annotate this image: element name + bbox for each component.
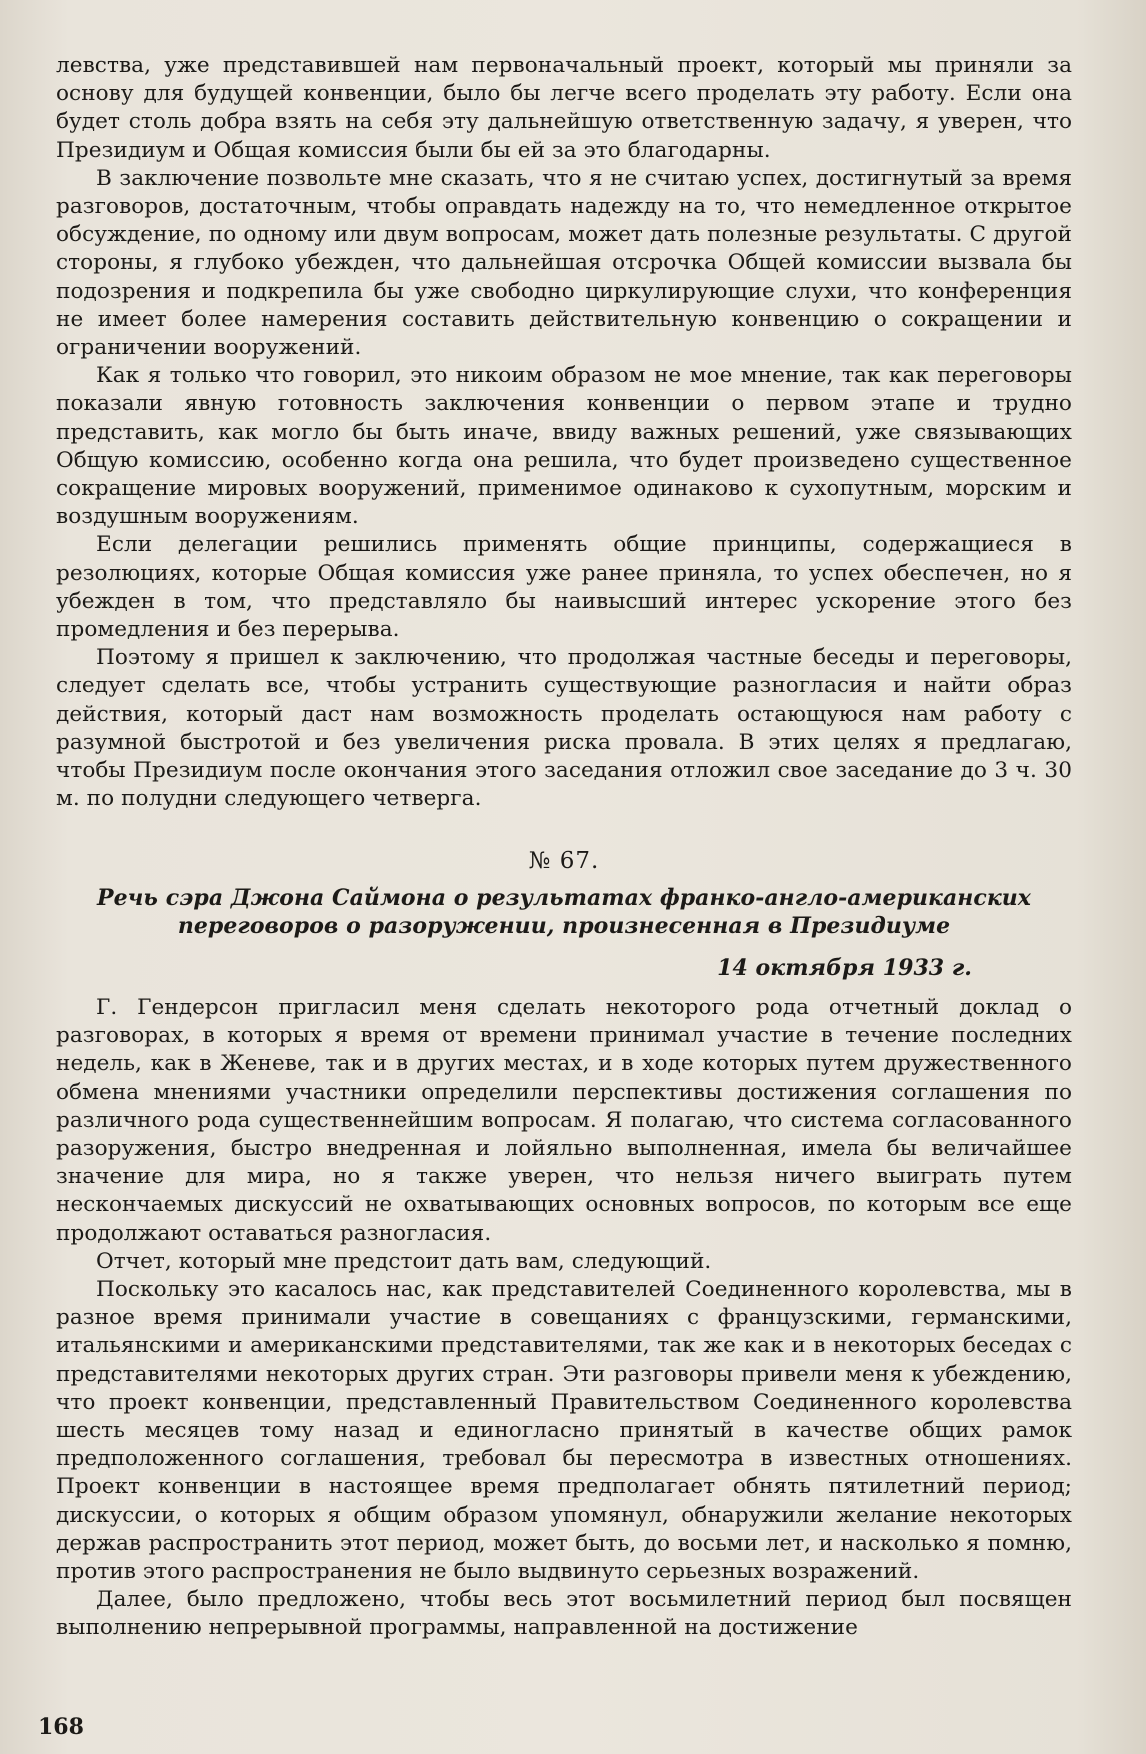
- paragraph-8: Поскольку это касалось нас, как представителей Соединенного королевства, мы в разное время принимали участие в совещаниях с французскими, германскими, итальянскими и американскими представителями, так же как и в некоторых беседах с представителями некоторых других стран. Эти разговоры привели меня к убеждению, что проект конвенции, представленный Правительством Соединенного королевства шесть месяцев тому назад и единогласно принятый в качестве общих рамок предположенного соглашения, требовал бы пересмотра в известных отношениях. Проект конвенции в настоящее время предполагает обнять пятилетний период; дискуссии, о которых я общим образом упомянул, обнаружили желание некоторых держав распространить этот период, может быть, до восьми лет, и насколько я помню, против этого распространения не было выдвинуто серьезных возражений.: [56, 1276, 1072, 1584]
- document-heading: Речь сэра Джона Саймона о результатах франко-англо-американских переговоров о разоружении, произнесенная в Президиуме: [97, 884, 1031, 939]
- document-date: 14 октября 1933 г.: [717, 954, 972, 981]
- paragraph-9: Далее, было предложено, чтобы весь этот восьмилетний период был посвящен выполнению непрерывной программы, направленной на достижение: [56, 1587, 1072, 1641]
- page-number: 168: [38, 1714, 84, 1740]
- paragraph-3: Как я только что говорил, это никоим образом не мое мнение, так как переговоры показали явную готовность заключения конвенции о первом этапе и трудно представить, как могло бы быть иначе, ввиду важных решений, уже связывающих Общую комиссию, особенно когда она решила, что будет произведено существенное сокращение мировых вооружений, применимое одинаково к сухопутным, морским и воздушным вооружениям.: [56, 363, 1072, 530]
- paragraph-4: Если делегации решились применять общие принципы, содержащиеся в резолюциях, которые Общая комиссия уже ранее приняла, то успех обеспечен, но я убежден в том, что представляло бы наивысший интерес ускорение этого без промедления и без перерыва.: [56, 532, 1072, 643]
- paragraph-5: Поэтому я пришел к заключению, что продолжая частные беседы и переговоры, следует сделать все, чтобы устранить существующие разногласия и найти образ действия, который даст нам возможность проделать остающуюся нам работу с разумной быстротой и без увеличения риска провала. В этих целях я предлагаю, чтобы Президиум после окончания этого заседания отложил свое заседание до 3 ч. 30 м. по полудни следующего четверга.: [56, 645, 1072, 812]
- paragraph-7: Отчет, который мне предстоит дать вам, следующий.: [96, 1248, 712, 1274]
- paragraph-2: В заключение позвольте мне сказать, что я не считаю успех, достигнутый за время разговоров, достаточным, чтобы оправдать надежду на то, что немедленное открытое обсуждение, по одному или двум вопросам, может дать полезные результаты. С другой стороны, я глубоко убежден, что дальнейшая отсрочка Общей комиссии вызвала бы подозрения и подкрепила бы уже свободно циркулирующие слухи, что конференция не имеет более намерения составить действительную конвенцию о сокращении и ограничении вооружений.: [56, 165, 1072, 361]
- paragraph-6: Г. Гендерсон пригласил меня сделать некоторого рода отчетный доклад о разговорах, в которых я время от времени принимал участие в течение последних недель, как в Женеве, так и в других местах, и в ходе которых путем дружественного обмена мнениями участники определили перспективы достижения соглашения по различного рода существеннейшим вопросам. Я полагаю, что система согласованного разоружения, быстро внедренная и лойяльно выполненная, имела бы величайшее значение для мира, но я также уверен, что нельзя ничего выиграть путем нескончаемых дискуссий не охватывающих основных вопросов, по которым все еще продолжают оставаться разногласия.: [56, 994, 1072, 1246]
- paragraph-1: левства, уже представившей нам первоначальный проект, который мы приняли за основу для будущей конвенции, было бы легче всего проделать эту работу. Если она будет столь добра взять на себя эту дальнейшую ответственную задачу, я уверен, что Президиум и Общая комиссия были бы ей за это благодарны.: [56, 53, 1072, 163]
- text-column: [56, 52, 1072, 1643]
- document-number: № 67.: [528, 848, 600, 875]
